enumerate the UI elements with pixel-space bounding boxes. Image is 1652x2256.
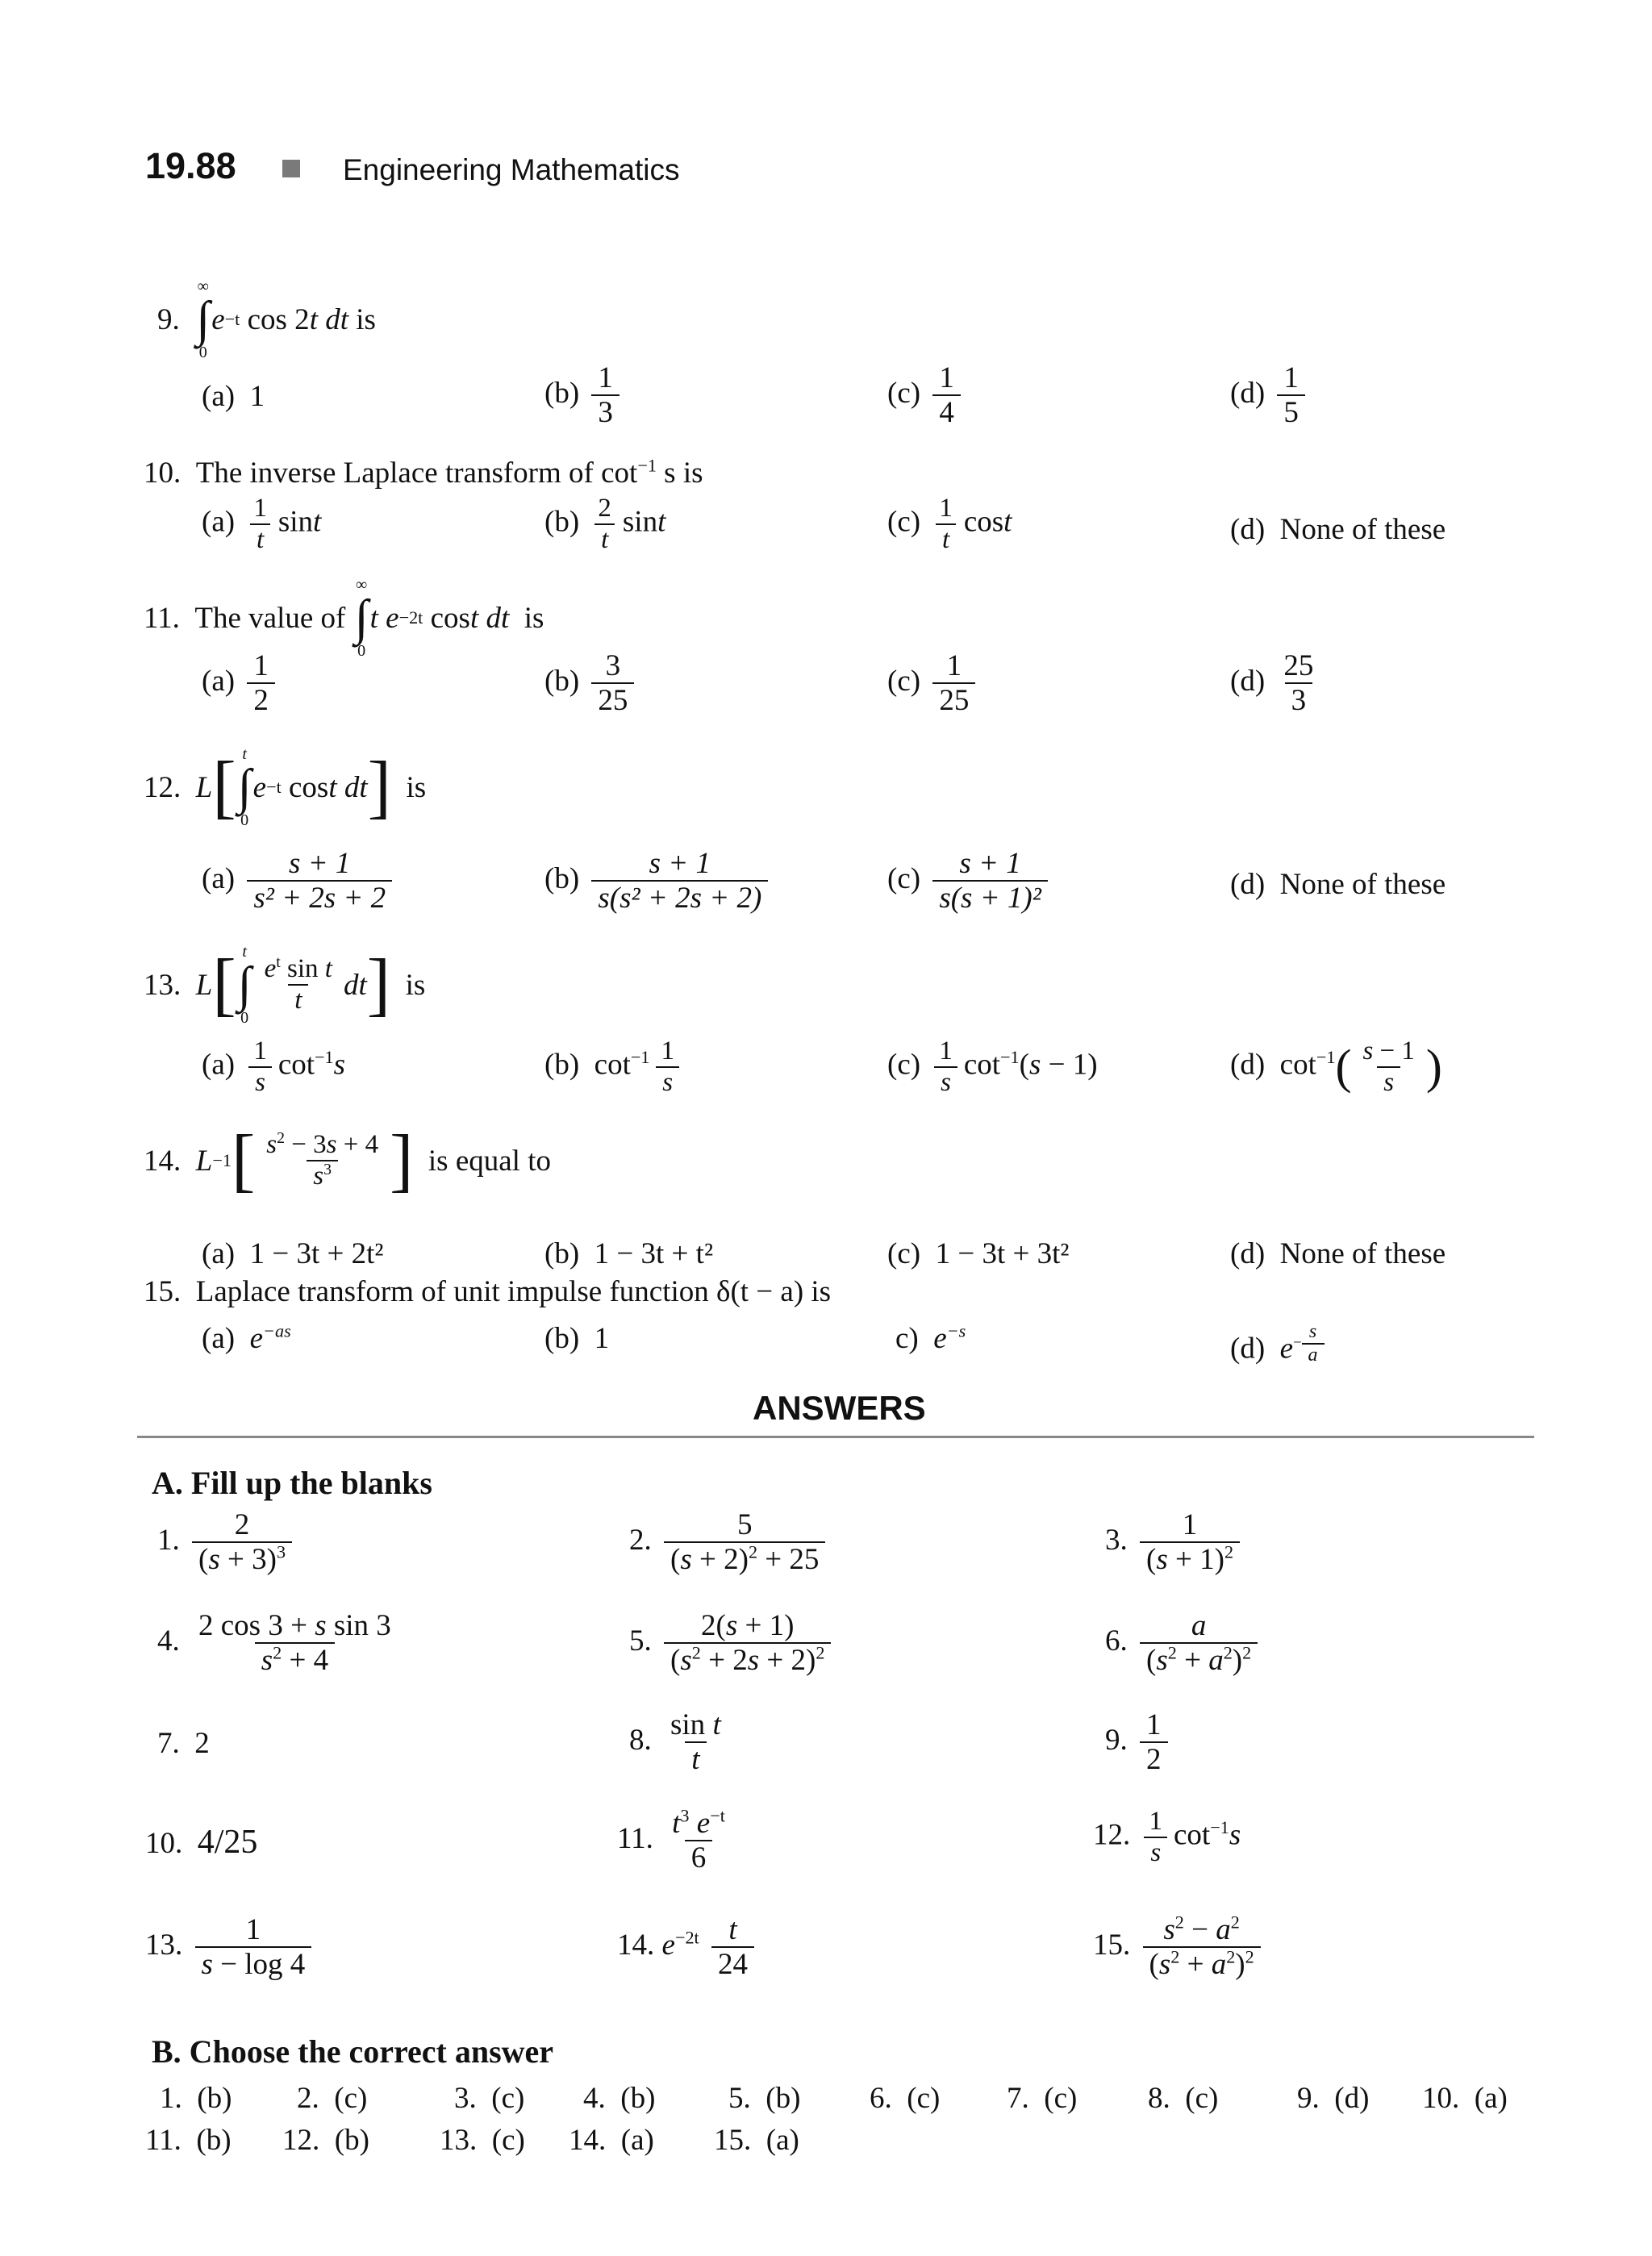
question-9-stem: 9. ∞ ∫ 0 e −t cos 2 t dt is bbox=[157, 277, 376, 361]
fill-answer-6: 6. $\frac{a}{(s^2 + a^2)^2}$ bbox=[1105, 1609, 1262, 1678]
q13-option-c[interactable]: (c) $\frac{1}{s}$ $\cot^{-1}(s - 1)$ bbox=[887, 1036, 1098, 1097]
q9-option-d[interactable]: (d) $\frac{1}{5}$ bbox=[1230, 361, 1310, 430]
q13-option-a[interactable]: (a) $\frac{1}{s}$ $\cot^{-1}s$ bbox=[202, 1036, 346, 1097]
question-11-stem: 11. The value of ∞ ∫ 0 t e −2t cos t dt is bbox=[144, 576, 544, 660]
q10-option-a[interactable]: (a) $\frac{1}{t}$ sint bbox=[202, 494, 322, 554]
choose-answer-4: 4. (b) bbox=[583, 2082, 656, 2115]
fill-answer-12: 12. $\frac{1}{s}$ $\cot^{-1}s$ bbox=[1093, 1807, 1241, 1867]
q10-option-c[interactable]: (c) $\frac{1}{t}$ cost bbox=[887, 494, 1012, 554]
integral-limits: ∞ ∫ 0 bbox=[196, 277, 211, 361]
choose-answer-8: 8. (c) bbox=[1148, 2082, 1219, 2115]
header-square-icon bbox=[282, 160, 300, 177]
fill-answer-7: 7. 2 bbox=[157, 1727, 210, 1760]
fill-answer-3: 3. $\frac{1}{(s + 1)^2}$ bbox=[1105, 1508, 1245, 1577]
choose-answer-13: 13. (c) bbox=[440, 2124, 525, 2157]
fill-answer-15: 15. $\frac{s^2 - a^2}{(s^2 + a^2)^2}$ bbox=[1093, 1913, 1266, 1982]
choose-answer-14: 14. (a) bbox=[569, 2124, 654, 2157]
question-15-stem: 15. Laplace transform of unit impulse function δ(t − a) is bbox=[144, 1275, 832, 1308]
fill-answer-8: 8. $\frac{\text{sin t}}{t}$ bbox=[629, 1708, 721, 1777]
q14-option-c[interactable]: (c) 1 − 3t + 3t² bbox=[887, 1237, 1070, 1270]
q15-option-c[interactable]: c) $e^{-s}$ bbox=[895, 1320, 966, 1355]
fill-answer-14: 14. $e^{-2t}$ $\frac{t}{24}$ bbox=[617, 1913, 759, 1982]
q15-option-b[interactable]: (b) 1 bbox=[544, 1322, 610, 1355]
answers-divider bbox=[137, 1436, 1534, 1438]
choose-answer-6: 6. (c) bbox=[870, 2082, 941, 2115]
question-10-stem: 10. The inverse Laplace transform of $\cot^{-1} s$ is bbox=[144, 455, 703, 490]
choose-answer-9: 9. (d) bbox=[1297, 2082, 1370, 2115]
q12-option-d[interactable]: (d) None of these bbox=[1230, 868, 1446, 901]
choose-answer-1: 1. (b) bbox=[160, 2082, 232, 2115]
fill-answer-5: 5. $\frac{2(s + 1)}{(s^2 + 2s + 2)^2}$ bbox=[629, 1609, 836, 1678]
book-title: Engineering Mathematics bbox=[343, 153, 680, 186]
question-12-stem: 12. L [ t ∫ 0 e −t cos t dt ] is bbox=[144, 745, 427, 829]
q11-option-b[interactable]: (b) $\frac{3}{25}$ bbox=[544, 649, 639, 718]
q12-option-a[interactable]: (a) $\frac{s + 1}{\text{s² + 2s + 2}}$ bbox=[202, 847, 397, 915]
section-a-title: A. Fill up the blanks bbox=[152, 1465, 432, 1501]
fill-answer-13: 13. $\frac{1}{s - \log 4}$ bbox=[145, 1913, 316, 1982]
question-14-stem: 14. L −1 [ $\frac{s^2 - 3s + 4}{s^3}$ ] is equal to bbox=[144, 1121, 551, 1199]
fill-answer-2: 2. $\frac{5}{(s + 2)^2 + 25}$ bbox=[629, 1508, 830, 1577]
choose-answer-3: 3. (c) bbox=[454, 2082, 525, 2115]
q10-option-b[interactable]: (b) $\frac{2}{t}$ sint bbox=[544, 494, 666, 554]
fill-answer-4: 4. $\frac{\text{2 cos 3 + s sin 3}}{s^2 + 4}$ bbox=[157, 1609, 391, 1678]
choose-answer-7: 7. (c) bbox=[1007, 2082, 1078, 2115]
q14-option-d[interactable]: (d) None of these bbox=[1230, 1237, 1446, 1270]
q14-option-a[interactable]: (a) 1 − 3t + 2t² bbox=[202, 1237, 384, 1270]
choose-answer-2: 2. (c) bbox=[297, 2082, 368, 2115]
answers-heading: ANSWERS bbox=[753, 1389, 926, 1427]
choose-answer-5: 5. (b) bbox=[728, 2082, 801, 2115]
q9-option-b[interactable]: (b) $\frac{1}{3}$ bbox=[544, 361, 624, 430]
q10-option-d[interactable]: (d) None of these bbox=[1230, 513, 1446, 546]
q9-option-c[interactable]: (c) $\frac{1}{4}$ bbox=[887, 361, 966, 430]
page-number: 19.88 bbox=[145, 145, 236, 186]
q11-option-c[interactable]: (c) $\frac{1}{25}$ bbox=[887, 649, 980, 718]
choose-answer-10: 10. (a) bbox=[1422, 2082, 1508, 2115]
q15-option-d[interactable]: (d) $e^{- \frac{s}{a}}$ bbox=[1230, 1321, 1325, 1366]
fill-answer-10: 10. 4/25 bbox=[145, 1824, 258, 1861]
q12-option-c[interactable]: (c) $\frac{s + 1}{\text{s(s + 1)²}}$ bbox=[887, 847, 1053, 915]
fill-answer-9: 9. $\frac{1}{2}$ bbox=[1105, 1708, 1173, 1777]
choose-answer-11: 11. (b) bbox=[145, 2124, 232, 2157]
q11-option-a[interactable]: (a) $\frac{1}{2}$ bbox=[202, 649, 280, 718]
fill-answer-11: 11. $\frac{t^3 e^{-t}}{6}$ bbox=[617, 1805, 725, 1875]
fill-answer-1: 1. $\frac{2}{(s + 3)^3}$ bbox=[157, 1508, 297, 1577]
q15-option-a[interactable]: (a) $e^{-as}$ bbox=[202, 1320, 291, 1355]
question-number: 9. bbox=[157, 302, 180, 336]
q12-option-b[interactable]: (b) $\frac{s + 1}{\text{s(s² + 2s + 2)}}$ bbox=[544, 847, 773, 915]
q11-option-d[interactable]: (d) $\frac{25}{3}$ bbox=[1230, 649, 1314, 718]
choose-answer-12: 12. (b) bbox=[282, 2124, 369, 2157]
q14-option-b[interactable]: (b) 1 − 3t + t² bbox=[544, 1237, 714, 1270]
q13-option-d[interactable]: (d) $\cot^{-1}$( $\frac{s - 1}{s}$ ) bbox=[1230, 1036, 1442, 1097]
q9-option-a[interactable]: (a) 1 bbox=[202, 380, 265, 413]
q13-option-b[interactable]: (b) $\cot^{-1}$ $\frac{1}{s}$ bbox=[544, 1036, 686, 1098]
question-13-stem: 13. L [ t ∫ 0 $\frac{e^t \sin t}{t}$ dt ] is bbox=[144, 943, 426, 1027]
choose-answer-15: 15. (a) bbox=[714, 2124, 799, 2157]
section-b-title: B. Choose the correct answer bbox=[152, 2033, 554, 2070]
